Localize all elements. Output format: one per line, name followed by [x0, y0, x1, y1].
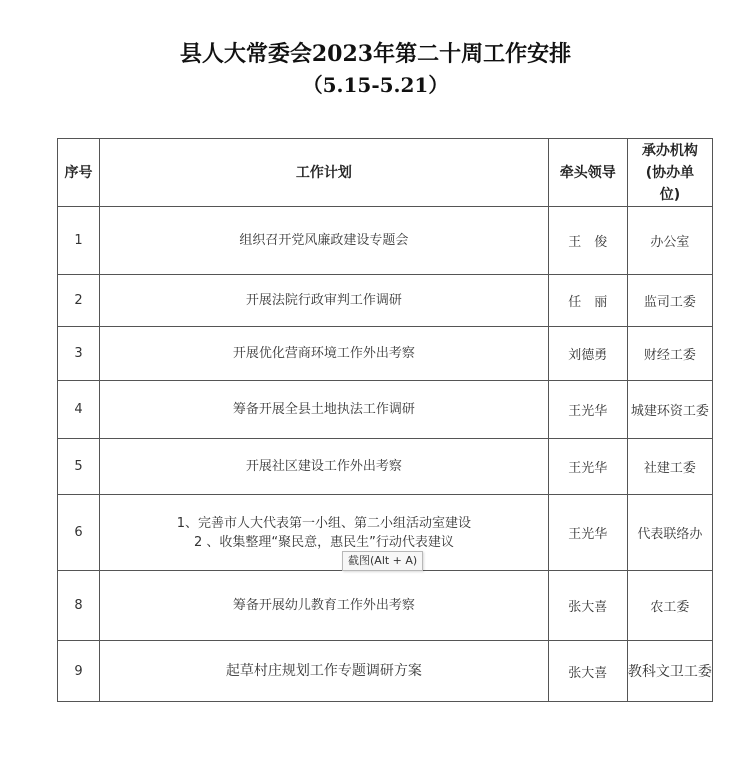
- plan-line: 组织召开党风廉政建设专题会: [239, 233, 409, 248]
- plan-line: 1、完善市人大代表第一小组、第二小组活动室建设: [176, 515, 472, 531]
- work-schedule-table: [57, 138, 713, 702]
- header-no: 序号: [58, 139, 100, 207]
- row-plan: [100, 327, 549, 381]
- table-row: [58, 207, 713, 275]
- table-header-row: [58, 139, 713, 207]
- row-dept: 教科文卫工委: [627, 641, 712, 702]
- row-leader: 王光华: [548, 439, 627, 495]
- row-plan: [100, 439, 549, 495]
- row-plan: [100, 275, 549, 327]
- plan-line: 起草村庄规划工作专题调研方案: [225, 662, 422, 679]
- row-dept: 代表联络办: [627, 495, 712, 571]
- table-row: [58, 571, 713, 641]
- row-leader: 张大喜: [548, 641, 627, 702]
- date-range-subtitle: （5.15-5.21）: [302, 73, 449, 97]
- row-plan: [100, 207, 549, 275]
- row-dept: 监司工委: [627, 275, 712, 327]
- row-leader: 王 俊: [548, 207, 627, 275]
- row-leader: 张大喜: [548, 571, 627, 641]
- row-plan: [100, 495, 549, 571]
- page-title: 县人大常委会2023年第二十周工作安排: [179, 41, 572, 67]
- row-plan: [100, 381, 549, 439]
- row-leader: 王光华: [548, 381, 627, 439]
- row-dept: 办公室: [627, 207, 712, 275]
- table-row: [58, 439, 713, 495]
- row-no: 8: [58, 571, 100, 641]
- row-dept: 社建工委: [627, 439, 712, 495]
- row-leader: 王光华: [548, 495, 627, 571]
- screenshot-shortcut-tooltip: 截图(Alt + A): [342, 551, 423, 571]
- row-no: 6: [58, 495, 100, 571]
- row-leader: 任 丽: [548, 275, 627, 327]
- row-dept: 财经工委: [627, 327, 712, 381]
- table-row: [58, 641, 713, 702]
- table-row: [58, 381, 713, 439]
- row-no: 4: [58, 381, 100, 439]
- row-plan: [100, 571, 549, 641]
- table-row: [58, 327, 713, 381]
- row-leader: 刘德勇: [548, 327, 627, 381]
- row-no: 5: [58, 439, 100, 495]
- plan-line: 开展社区建设工作外出考察: [245, 459, 402, 474]
- row-dept: 城建环资工委: [627, 381, 712, 439]
- row-no: 1: [58, 207, 100, 275]
- row-no: 2: [58, 275, 100, 327]
- plan-line: 2 、收集整理“聚民意，惠民生”行动代表建议: [193, 534, 454, 550]
- table-row: [58, 275, 713, 327]
- row-dept: 农工委: [627, 571, 712, 641]
- row-no: 3: [58, 327, 100, 381]
- plan-line: 筹备开展幼儿教育工作外出考察: [232, 598, 415, 613]
- header-plan: 工作计划: [100, 139, 549, 207]
- row-no: 9: [58, 641, 100, 702]
- header-dept: 承办机构(协办单位): [627, 139, 712, 207]
- plan-line: 开展优化营商环境工作外出考察: [232, 346, 415, 361]
- header-leader: 牵头领导: [548, 139, 627, 207]
- plan-line: 开展法院行政审判工作调研: [245, 293, 402, 308]
- plan-line: 筹备开展全县土地执法工作调研: [232, 402, 415, 417]
- row-plan: [100, 641, 549, 702]
